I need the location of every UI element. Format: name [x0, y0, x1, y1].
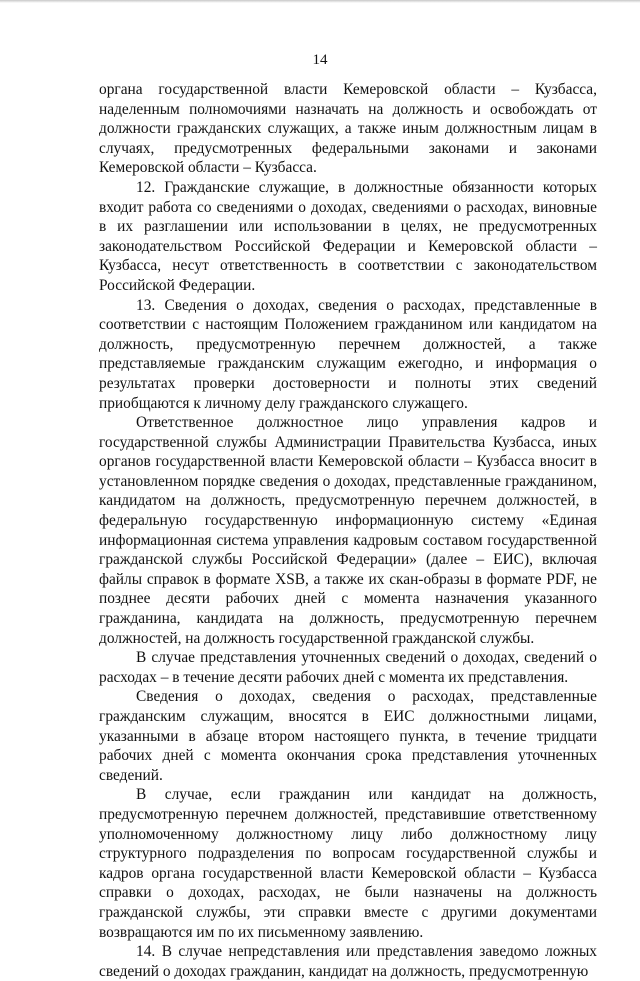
paragraph-item-14: 14. В случае непредставления или представления заведомо ложных сведений о доходах гражданин, кандидат на должность, предусмотренную [99, 943, 597, 980]
paragraph-item-12: 12. Гражданские служащие, в должностные обязанности которых входит работа со сведениями о доходах, сведениями о расходах, виновные в их разглашении или использовании в целях, не предусмотренных законодательством Российской Федерации и Кемеровской области – Кузбасса, несут ответственность в соответствии с законодательством Российской Федерации. [99, 178, 597, 294]
scan-edge [0, 0, 640, 3]
paragraph-updated-info: В случае представления уточненных сведений о доходах, сведений о расходах – в течение десяти рабочих дней с момента их представления. [99, 649, 597, 686]
paragraph-item-13: 13. Сведения о доходах, сведения о расходах, представленные в соответствии с настоящим Положением гражданином или кандидатом на должность, предусмотренную перечнем должностей, а также представляемые гражданским служащим ежегодно, и информация о результатах проверки достоверности и полноты этих сведений приобщаются к личному делу гражданского служащего. [99, 296, 597, 412]
document-body [99, 80, 597, 981]
page-number: 14 [312, 52, 328, 68]
paragraph-continuation: органа государственной власти Кемеровской области – Кузбасса, наделенным полномочиями назначать на должность и освобождать от должности гражданских служащих, а также иным должностным лицам в случаях, предусмотренных федеральными законами и законами Кемеровской области – Кузбасса. [99, 81, 597, 177]
paragraph-return-documents: В случае, если гражданин или кандидат на должность, предусмотренную перечнем должностей, представившие ответственному уполномоченному должностному лицу либо должностному лицу структурного подразделения по вопросам государственной службы и кадров органа государственной власти Кемеровской области – Кузбасса справки о доходах, расходах, не были назначены на должность гражданской службы, эти справки вместе с другими документами возвращаются им по их письменному заявлению. [99, 786, 597, 941]
paragraph-responsible-official: Ответственное должностное лицо управления кадров и государственной службы Администрации Правительства Кузбасса, иных органов государственной власти Кемеровской области – Кузбасса вносит в установленном порядке сведения о доходах, представленные гражданином, кандидатом на должность, предусмотренную перечнем должностей, в федеральную государственную информационную систему «Единая информационная система управления кадровым составом государственной гражданской службы Российской Федерации» (далее – ЕИС), включая файлы справок в формате XSB, а также их скан-образы в формате PDF, не позднее десяти рабочих дней с момента назначения указанного гражданина, кандидата на должность, предусмотренную перечнем должностей, на должность государственной гражданской службы. [99, 414, 597, 647]
paragraph-eis-entry: Сведения о доходах, сведения о расходах, представленные гражданским служащим, вносятся в ЕИС должностными лицами, указанными в абзаце втором настоящего пункта, в течение тридцати рабочих дней с момента окончания срока представления уточненных сведений. [99, 688, 597, 784]
